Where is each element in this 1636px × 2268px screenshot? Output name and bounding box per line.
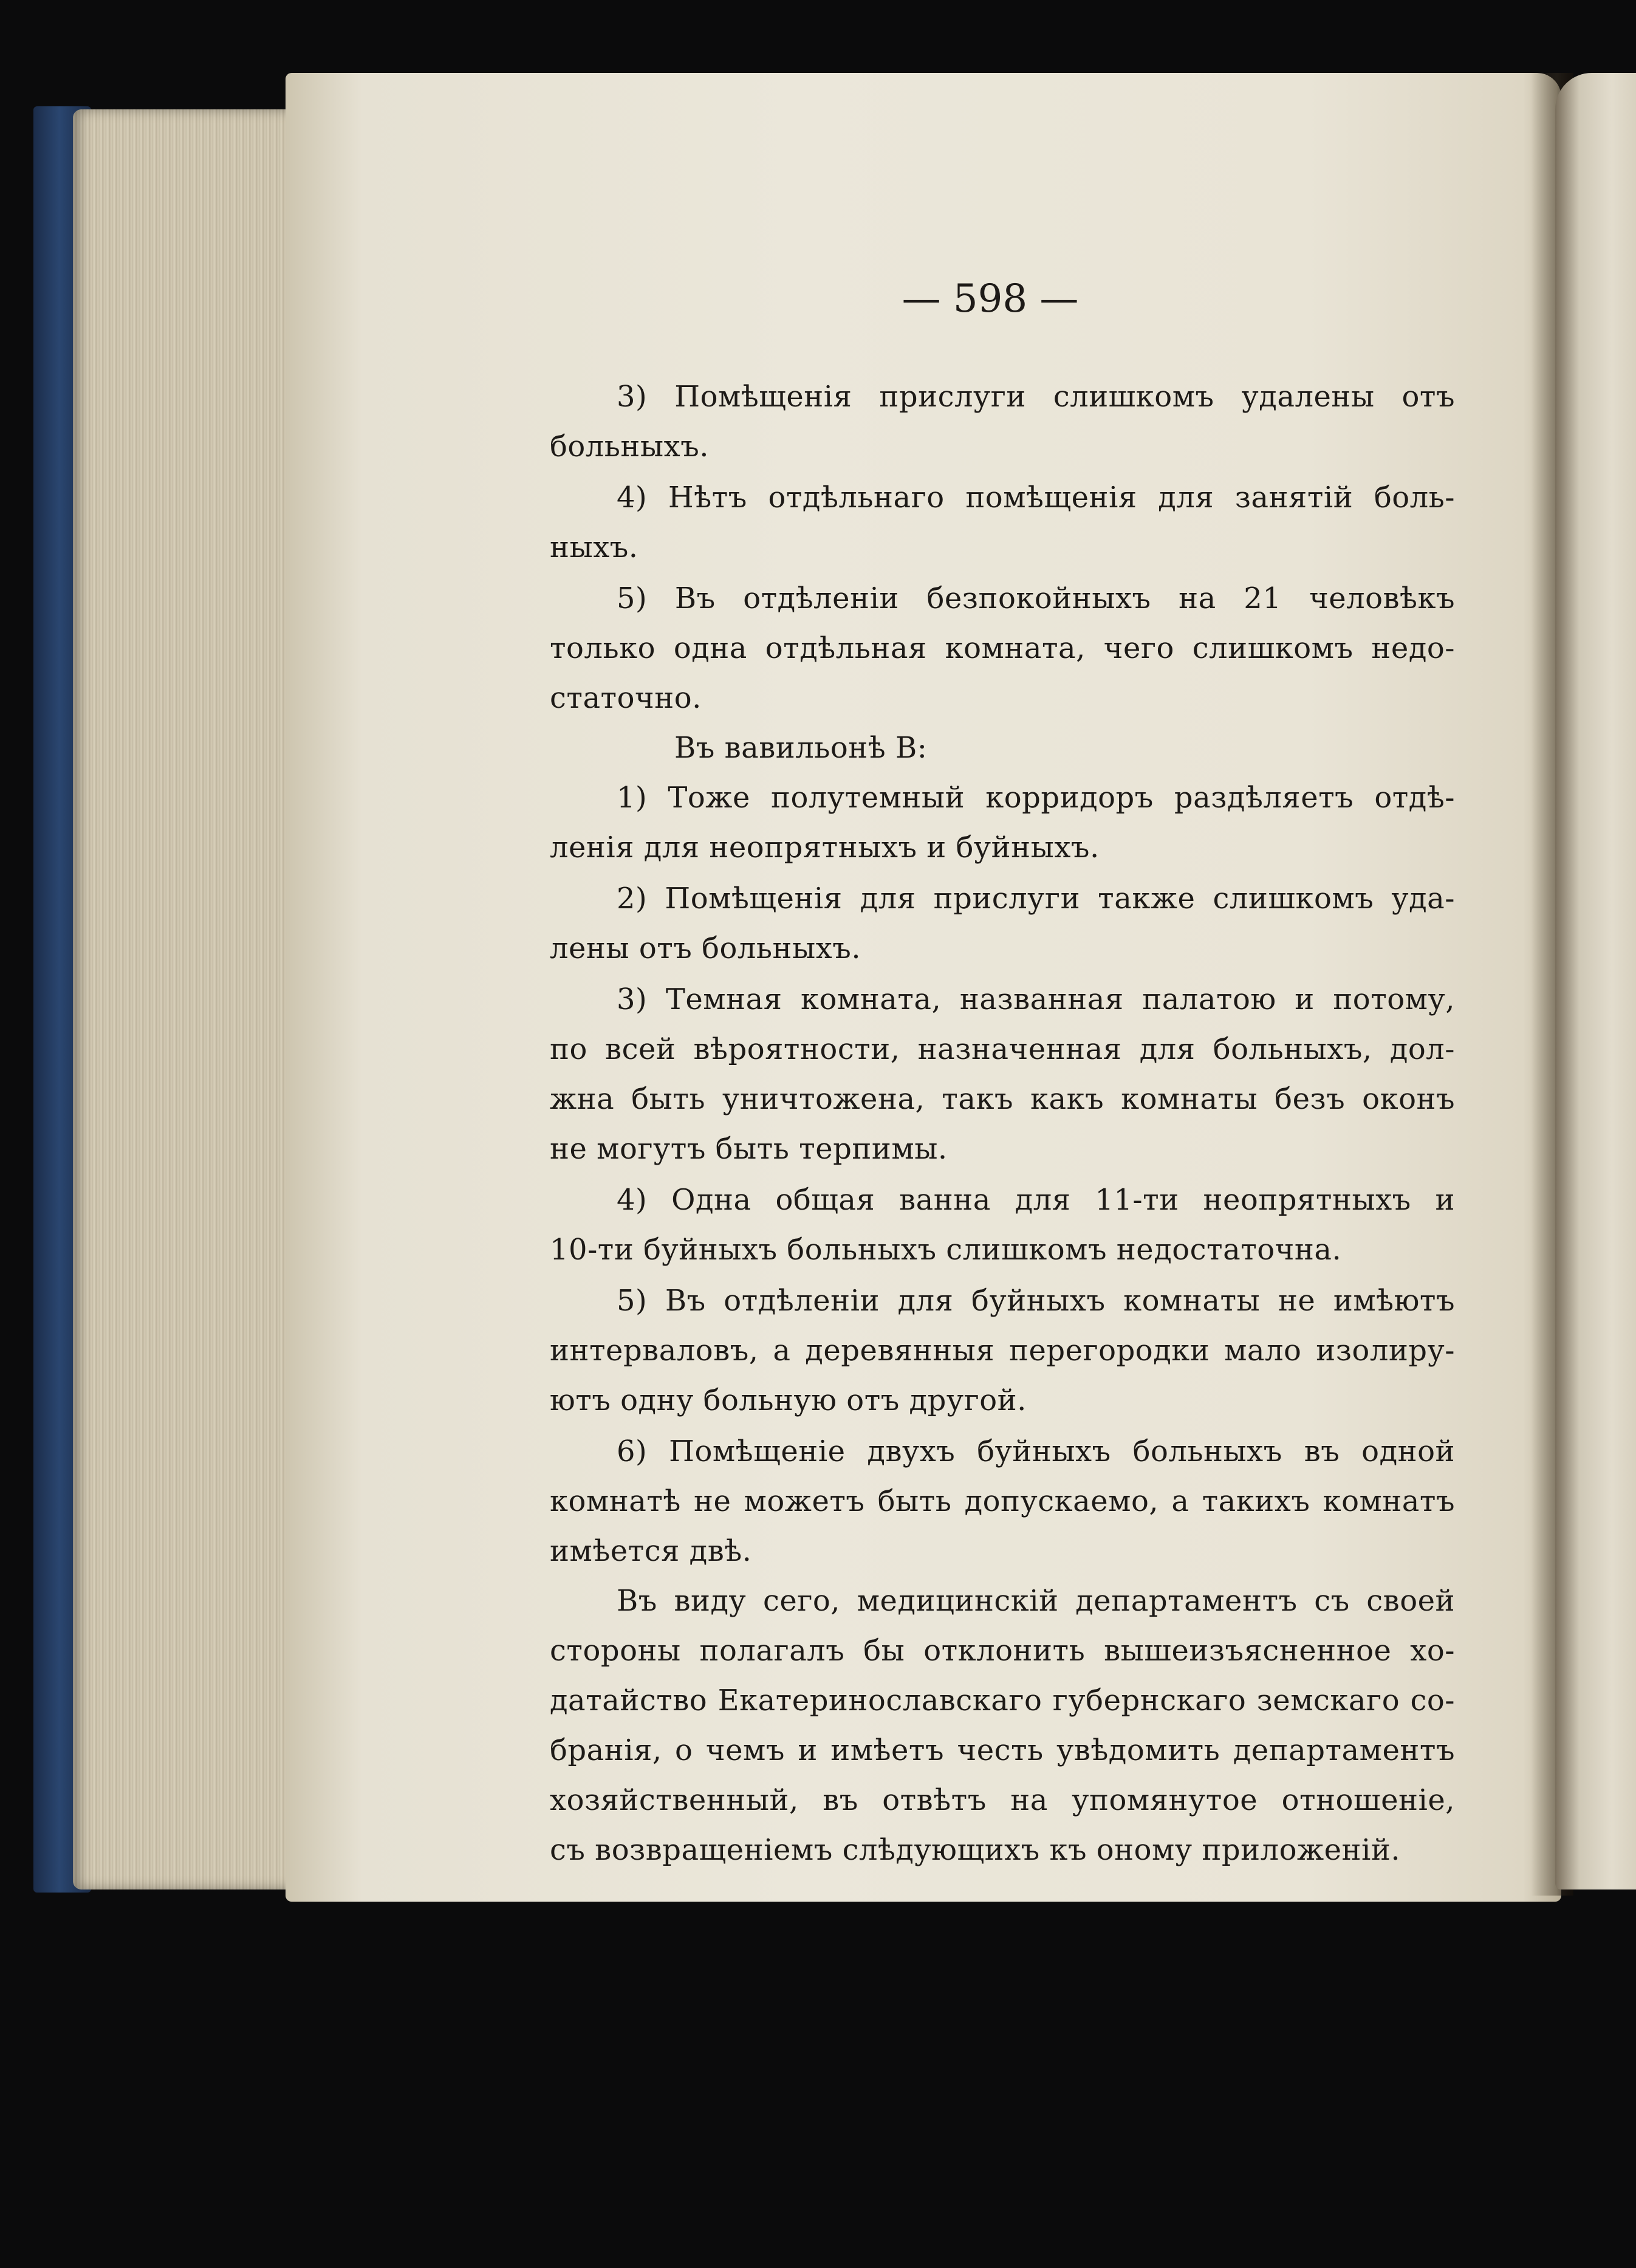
text-line: ютъ одну больную отъ другой. — [550, 1383, 1027, 1417]
text-line: 10-ти буйныхъ больныхъ слишкомъ недостаточна. — [550, 1233, 1342, 1267]
text-line: комнатѣ не можетъ быть допускаемо, а такихъ комнатъ — [550, 1484, 1455, 1518]
text-line: стороны полагалъ бы отклонить вышеизъясненное хо- — [550, 1634, 1455, 1668]
text-line: 4) Нѣтъ отдѣльнаго помѣщенія для занятій боль- — [617, 481, 1455, 515]
paragraph — [550, 975, 1455, 1174]
text-line: лены отъ больныхъ. — [550, 931, 861, 965]
text-line: интерваловъ, а деревянныя перегородки мало изолиру- — [550, 1334, 1455, 1368]
text-line: только одна отдѣльная комната, чего слишкомъ недо- — [550, 631, 1455, 665]
text-line: съ возвращеніемъ слѣдующихъ къ оному приложеній. — [550, 1833, 1401, 1867]
text-line: не могутъ быть терпимы. — [550, 1132, 948, 1166]
paragraph — [550, 473, 1455, 572]
text-line: имѣется двѣ. — [550, 1534, 752, 1568]
paragraph — [550, 1175, 1455, 1275]
text-line: ленія для неопрятныхъ и буйныхъ. — [550, 831, 1100, 865]
text-line: ныхъ. — [550, 530, 638, 564]
text-line: датайство Екатеринославскаго губернскаго земскаго со- — [550, 1684, 1455, 1718]
text-line: Въ вавильонѣ В: — [674, 731, 928, 765]
section-heading — [550, 723, 1455, 773]
text-line: 5) Въ отдѣленіи безпокойныхъ на 21 человѣкъ — [617, 581, 1455, 615]
text-line: 6) Помѣщеніе двухъ буйныхъ больныхъ въ одной — [617, 1434, 1455, 1468]
page-stack-edges — [73, 109, 292, 1889]
text-line: Въ виду сего, медицинскій департаментъ съ своей — [617, 1584, 1455, 1618]
text-line: 1) Тоже полутемный корридоръ раздѣляетъ отдѣ- — [617, 781, 1455, 815]
facing-page-edge — [1555, 73, 1636, 1889]
text-line: 4) Одна общая ванна для 11-ти неопрятныхъ и — [617, 1183, 1455, 1217]
text-line: жна быть уничтожена, такъ какъ комнаты безъ оконъ — [550, 1082, 1455, 1116]
text-line: 3) Помѣщенія прислуги слишкомъ удалены отъ — [617, 380, 1455, 414]
paragraph — [550, 874, 1455, 973]
paragraph — [550, 773, 1455, 872]
text-line: бранія, о чемъ и имѣетъ честь увѣдомить департаментъ — [550, 1733, 1455, 1767]
paragraph — [550, 1427, 1455, 1576]
text-line: 2) Помѣщенія для прислуги также слишкомъ уда- — [617, 882, 1455, 916]
paragraph — [550, 1576, 1455, 1875]
text-line: по всей вѣроятности, назначенная для больныхъ, дол- — [550, 1032, 1455, 1066]
paragraph — [550, 574, 1455, 723]
paragraph — [550, 372, 1455, 471]
text-line: статочно. — [550, 681, 702, 715]
page-number: — 598 — — [902, 276, 1079, 321]
text-line: 5) Въ отдѣленіи для буйныхъ комнаты не имѣютъ — [617, 1284, 1455, 1318]
text-line: хозяйственный, въ отвѣтъ на упомянутое отношеніе, — [550, 1783, 1455, 1817]
text-line: 3) Темная комната, названная палатою и потому, — [617, 982, 1455, 1016]
paragraph — [550, 1276, 1455, 1425]
text-line: больныхъ. — [550, 430, 709, 464]
